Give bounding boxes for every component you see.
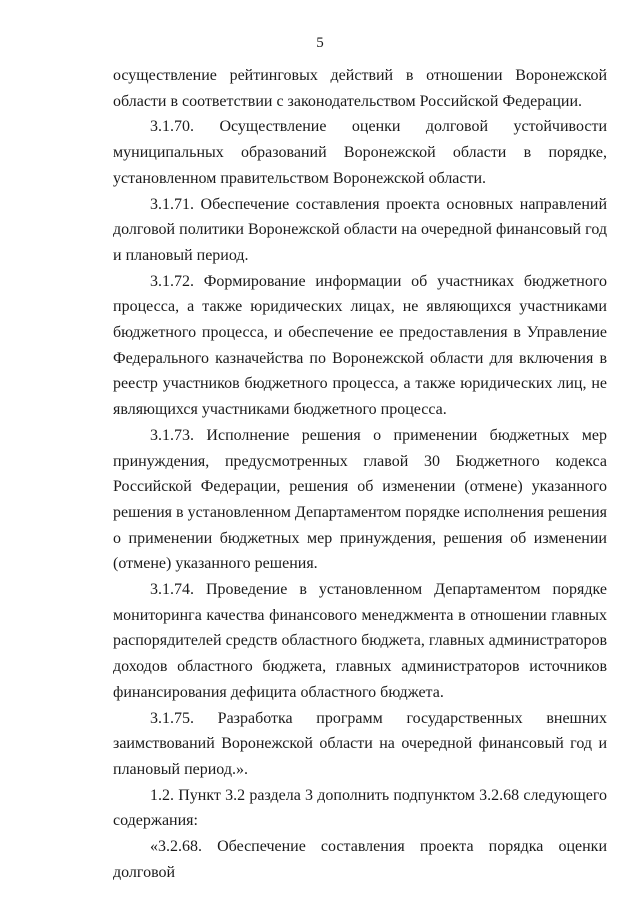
page-number: 5: [316, 35, 324, 51]
paragraph-3-1-73: 3.1.73. Исполнение решения о применении бюджетных мер принуждения, предусмотренных главой 30 Бюджетного кодекса Российской Федерации, решения об изменении (отмене) указанного решения в установленном Департаментом порядке исполнения решения о применении бюджетных мер принуждения, решения об изменении (отмене) указанного решения.: [113, 426, 607, 573]
paragraph-1-2: 1.2. Пункт 3.2 раздела 3 дополнить подпунктом 3.2.68 следующего содержания:: [113, 786, 607, 830]
paragraph-3-1-70: 3.1.70. Осуществление оценки долговой устойчивости муниципальных образований Воронежской области в порядке, установленном правительством Воронежской области.: [113, 118, 607, 187]
document-body: [113, 63, 607, 886]
paragraph-3-1-75: 3.1.75. Разработка программ государственных внешних заимствований Воронежской области на очередной финансовый год и плановый период.».: [113, 709, 607, 778]
paragraph-3-1-71: 3.1.71. Обеспечение составления проекта основных направлений долговой политики Воронежской области на очередной финансовый год и плановый период.: [113, 195, 607, 264]
paragraph-3-1-72: 3.1.72. Формирование информации об участниках бюджетного процесса, а также юридических лицах, не являющихся участниками бюджетного процесса, и обеспечение ее предоставления в Управление Федерального казначейства по Воронежской области для включения в реестр участников бюджетного процесса, а также юридических лиц, не являющихся участниками бюджетного процесса.: [113, 272, 607, 419]
paragraph-3-2-68: «3.2.68. Обеспечение составления проекта порядка оценки долговой: [113, 838, 607, 881]
paragraph-3-1-74: 3.1.74. Проведение в установленном Департаментом порядке мониторинга качества финансового менеджмента в отношении главных распорядителей средств областного бюджета, главных администраторов доходов областного бюджета, главных администраторов источников финансирования дефицита областного бюджета.: [113, 581, 607, 701]
paragraph-continuation: осуществление рейтинговых действий в отношении Воронежской области в соответствии с законодательством Российской Федерации.: [113, 67, 607, 110]
